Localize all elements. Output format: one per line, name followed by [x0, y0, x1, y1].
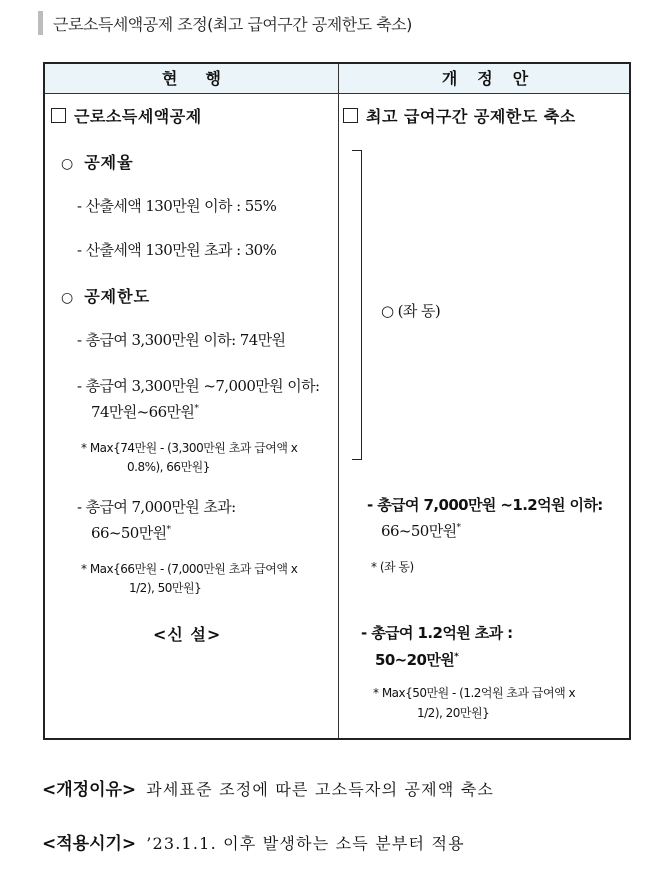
limit-item-1: - 총급여 3,300만원 이하: 74만원	[77, 331, 286, 349]
circle-bullet-icon: ○	[61, 290, 75, 306]
footnote-mark: *	[166, 525, 171, 535]
reason-label: <개정이유>	[42, 780, 137, 800]
apply-text: ’23.1.1. 이후 발생하는 소득 분부터 적용	[146, 834, 465, 853]
proposed-item-1-line-1: - 총급여 7,000만원 ~1.2억원 이하:	[367, 496, 603, 514]
rate-item-1: - 산출세액 130만원 이하 : 55%	[77, 197, 277, 215]
limit-item-2-line-1: - 총급여 3,300만원 ~7,000만원 이하:	[77, 377, 320, 395]
column-divider	[338, 64, 339, 738]
proposed-item-2-line-1: - 총급여 1.2억원 초과 :	[361, 624, 513, 642]
note-1-line-1: * Max{74만원 - (3,300만원 초과 급여액 x	[81, 441, 298, 455]
comparison-table	[43, 62, 631, 740]
same-as-left: ○ (좌 동)	[381, 302, 441, 320]
limit-title	[61, 284, 150, 307]
rate-title	[61, 150, 134, 173]
proposed-item-1-value: 66~50만원	[381, 522, 457, 540]
proposed-note-2-line-1: * Max{50만원 - (1.2억원 초과 급여액 x	[373, 686, 576, 700]
limit-title-label: 공제한도	[84, 287, 151, 306]
limit-item-2-value: 74만원~66만원	[91, 403, 195, 421]
heading-bar	[38, 11, 43, 35]
limit-item-3-value: 66~50만원	[91, 524, 167, 542]
heading-text: 근로소득세액공제 조정(최고 급여구간 공제한도 축소)	[53, 14, 412, 34]
checkbox-square-icon	[51, 108, 66, 123]
apply-label: <적용시기>	[42, 834, 137, 854]
header-current: 현행	[162, 69, 249, 88]
rate-title-label: 공제율	[84, 153, 134, 172]
current-section-label: 근로소득세액공제	[74, 107, 202, 126]
checkbox-square-icon	[343, 108, 358, 123]
new-marker: <신 설>	[153, 625, 222, 644]
section-heading	[38, 10, 412, 36]
note-1-line-2: 0.8%), 66만원}	[127, 460, 210, 474]
proposed-item-2-line-2	[375, 649, 458, 670]
limit-item-2-line-2	[91, 401, 198, 422]
proposed-section-title	[343, 104, 576, 127]
note-2-line-2: 1/2), 50만원}	[129, 581, 202, 595]
current-section-title	[51, 104, 202, 127]
reason-row	[42, 775, 494, 800]
rate-item-2: - 산출세액 130만원 초과 : 30%	[77, 241, 277, 259]
footnote-mark: *	[194, 404, 199, 414]
proposed-item-1-line-2	[381, 520, 460, 541]
proposed-item-2-value: 50~20만원	[375, 651, 455, 669]
note-2-line-1: * Max{66만원 - (7,000만원 초과 급여액 x	[81, 562, 298, 576]
reason-text: 과세표준 조정에 따른 고소득자의 공제액 축소	[146, 780, 495, 799]
header-proposed: 개정안	[441, 69, 549, 88]
apply-row	[42, 829, 465, 854]
circle-bullet-icon: ○	[61, 156, 75, 172]
same-bracket	[352, 150, 362, 460]
limit-item-3-line-1: - 총급여 7,000만원 초과:	[77, 498, 236, 516]
footnote-mark: *	[456, 523, 461, 533]
proposed-note-1: * (좌 동)	[371, 560, 414, 574]
limit-item-3-line-2	[91, 522, 170, 543]
proposed-section-label: 최고 급여구간 공제한도 축소	[366, 107, 576, 126]
footnote-mark: *	[454, 652, 459, 662]
proposed-note-2-line-2: 1/2), 20만원}	[417, 706, 490, 720]
